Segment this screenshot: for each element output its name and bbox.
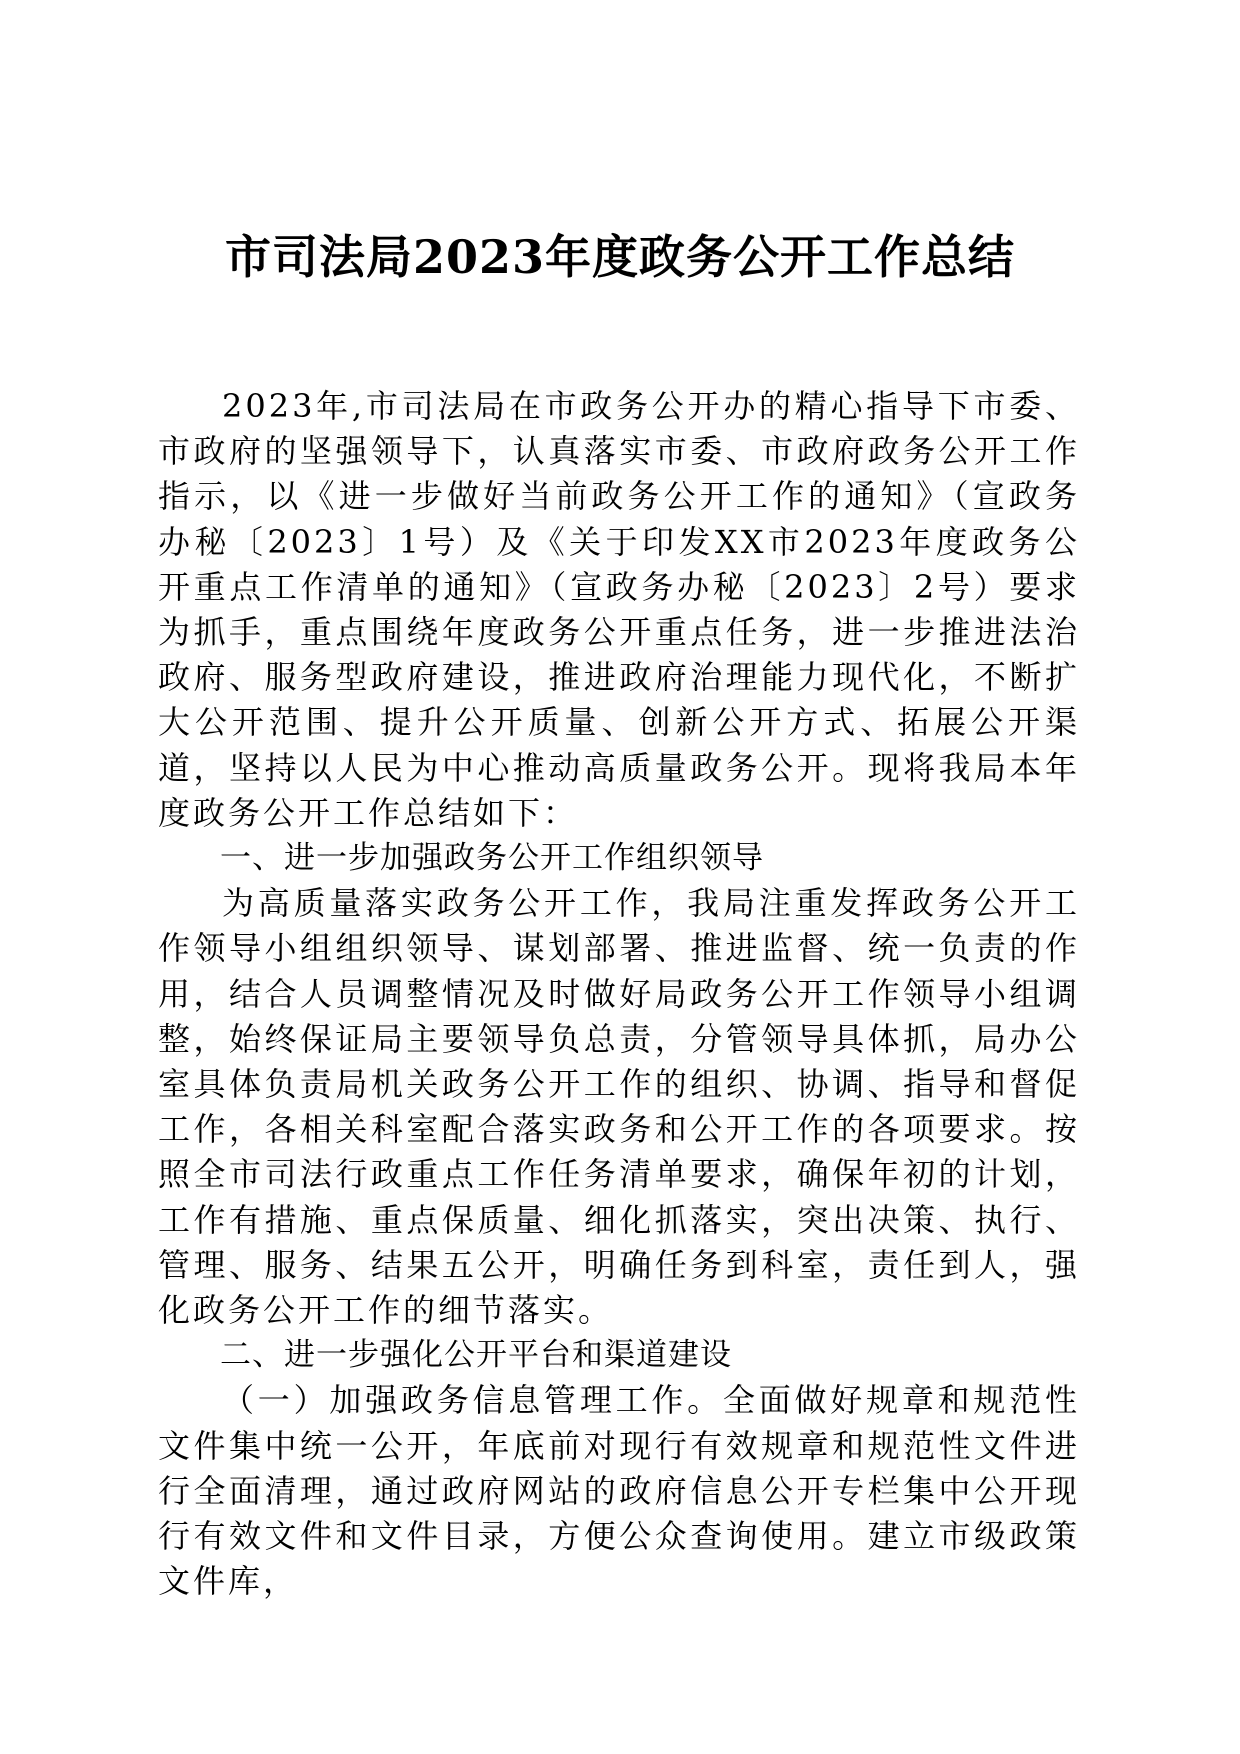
document-body [158, 384, 1080, 1604]
document-title: 市司法局2023年度政务公开工作总结 [224, 230, 1016, 284]
section-1-paragraph: 为高质量落实政务公开工作，我局注重发挥政务公开工作领导小组组织领导、谋划部署、推进监督、统一负责的作用，结合人员调整情况及时做好局政务公开工作领导小组调整，始终保证局主要领导负总责，分管领导具体抓，局办公室具体负责局机关政务公开工作的组织、协调、指导和督促工作，各相关科室配合落实政务和公开工作的各项要求。按照全市司法行政重点工作任务清单要求，确保年初的计划，工作有措施、重点保质量、细化抓落实，突出决策、执行、管理、服务、结果五公开，明确任务到科室，责任到人，强化政务公开工作的细节落实。 [158, 884, 1080, 1330]
section-2-sub-1-body: 全面做好规章和规范性文件集中统一公开，年底前对现行有效规章和规范性文件进行全面清理，通过政府网站的政府信息公开专栏集中公开现行有效文件和文件目录，方便公众查询使用。建立市级政策文件库， [158, 1381, 1080, 1601]
section-2-sub-1-heading: （一）加强政务信息管理工作。 [222, 1381, 723, 1420]
intro-paragraph: 2023年,市司法局在市政务公开办的精心指导下市委、市政府的坚强领导下，认真落实市委、市政府政务公开工作指示，以《进一步做好当前政务公开工作的通知》（宣政务办秘〔2023〕1号）及《关于印发XX市2023年度政务公开重点工作清单的通知》（宣政务办秘〔2023〕2号）要求为抓手，重点围绕年度政务公开重点任务，进一步推进法治政府、服务型政府建设，推进政府治理能力现代化，不断扩大公开范围、提升公开质量、创新公开方式、拓展公开渠道，坚持以人民为中心推动高质量政务公开。现将我局本年度政务公开工作总结如下： [158, 387, 1080, 832]
section-2-sub-1-paragraph [158, 1378, 1080, 1604]
section-1-heading: 一、进一步加强政务公开工作组织领导 [220, 840, 764, 877]
section-2-heading: 二、进一步强化公开平台和渠道建设 [220, 1337, 732, 1374]
